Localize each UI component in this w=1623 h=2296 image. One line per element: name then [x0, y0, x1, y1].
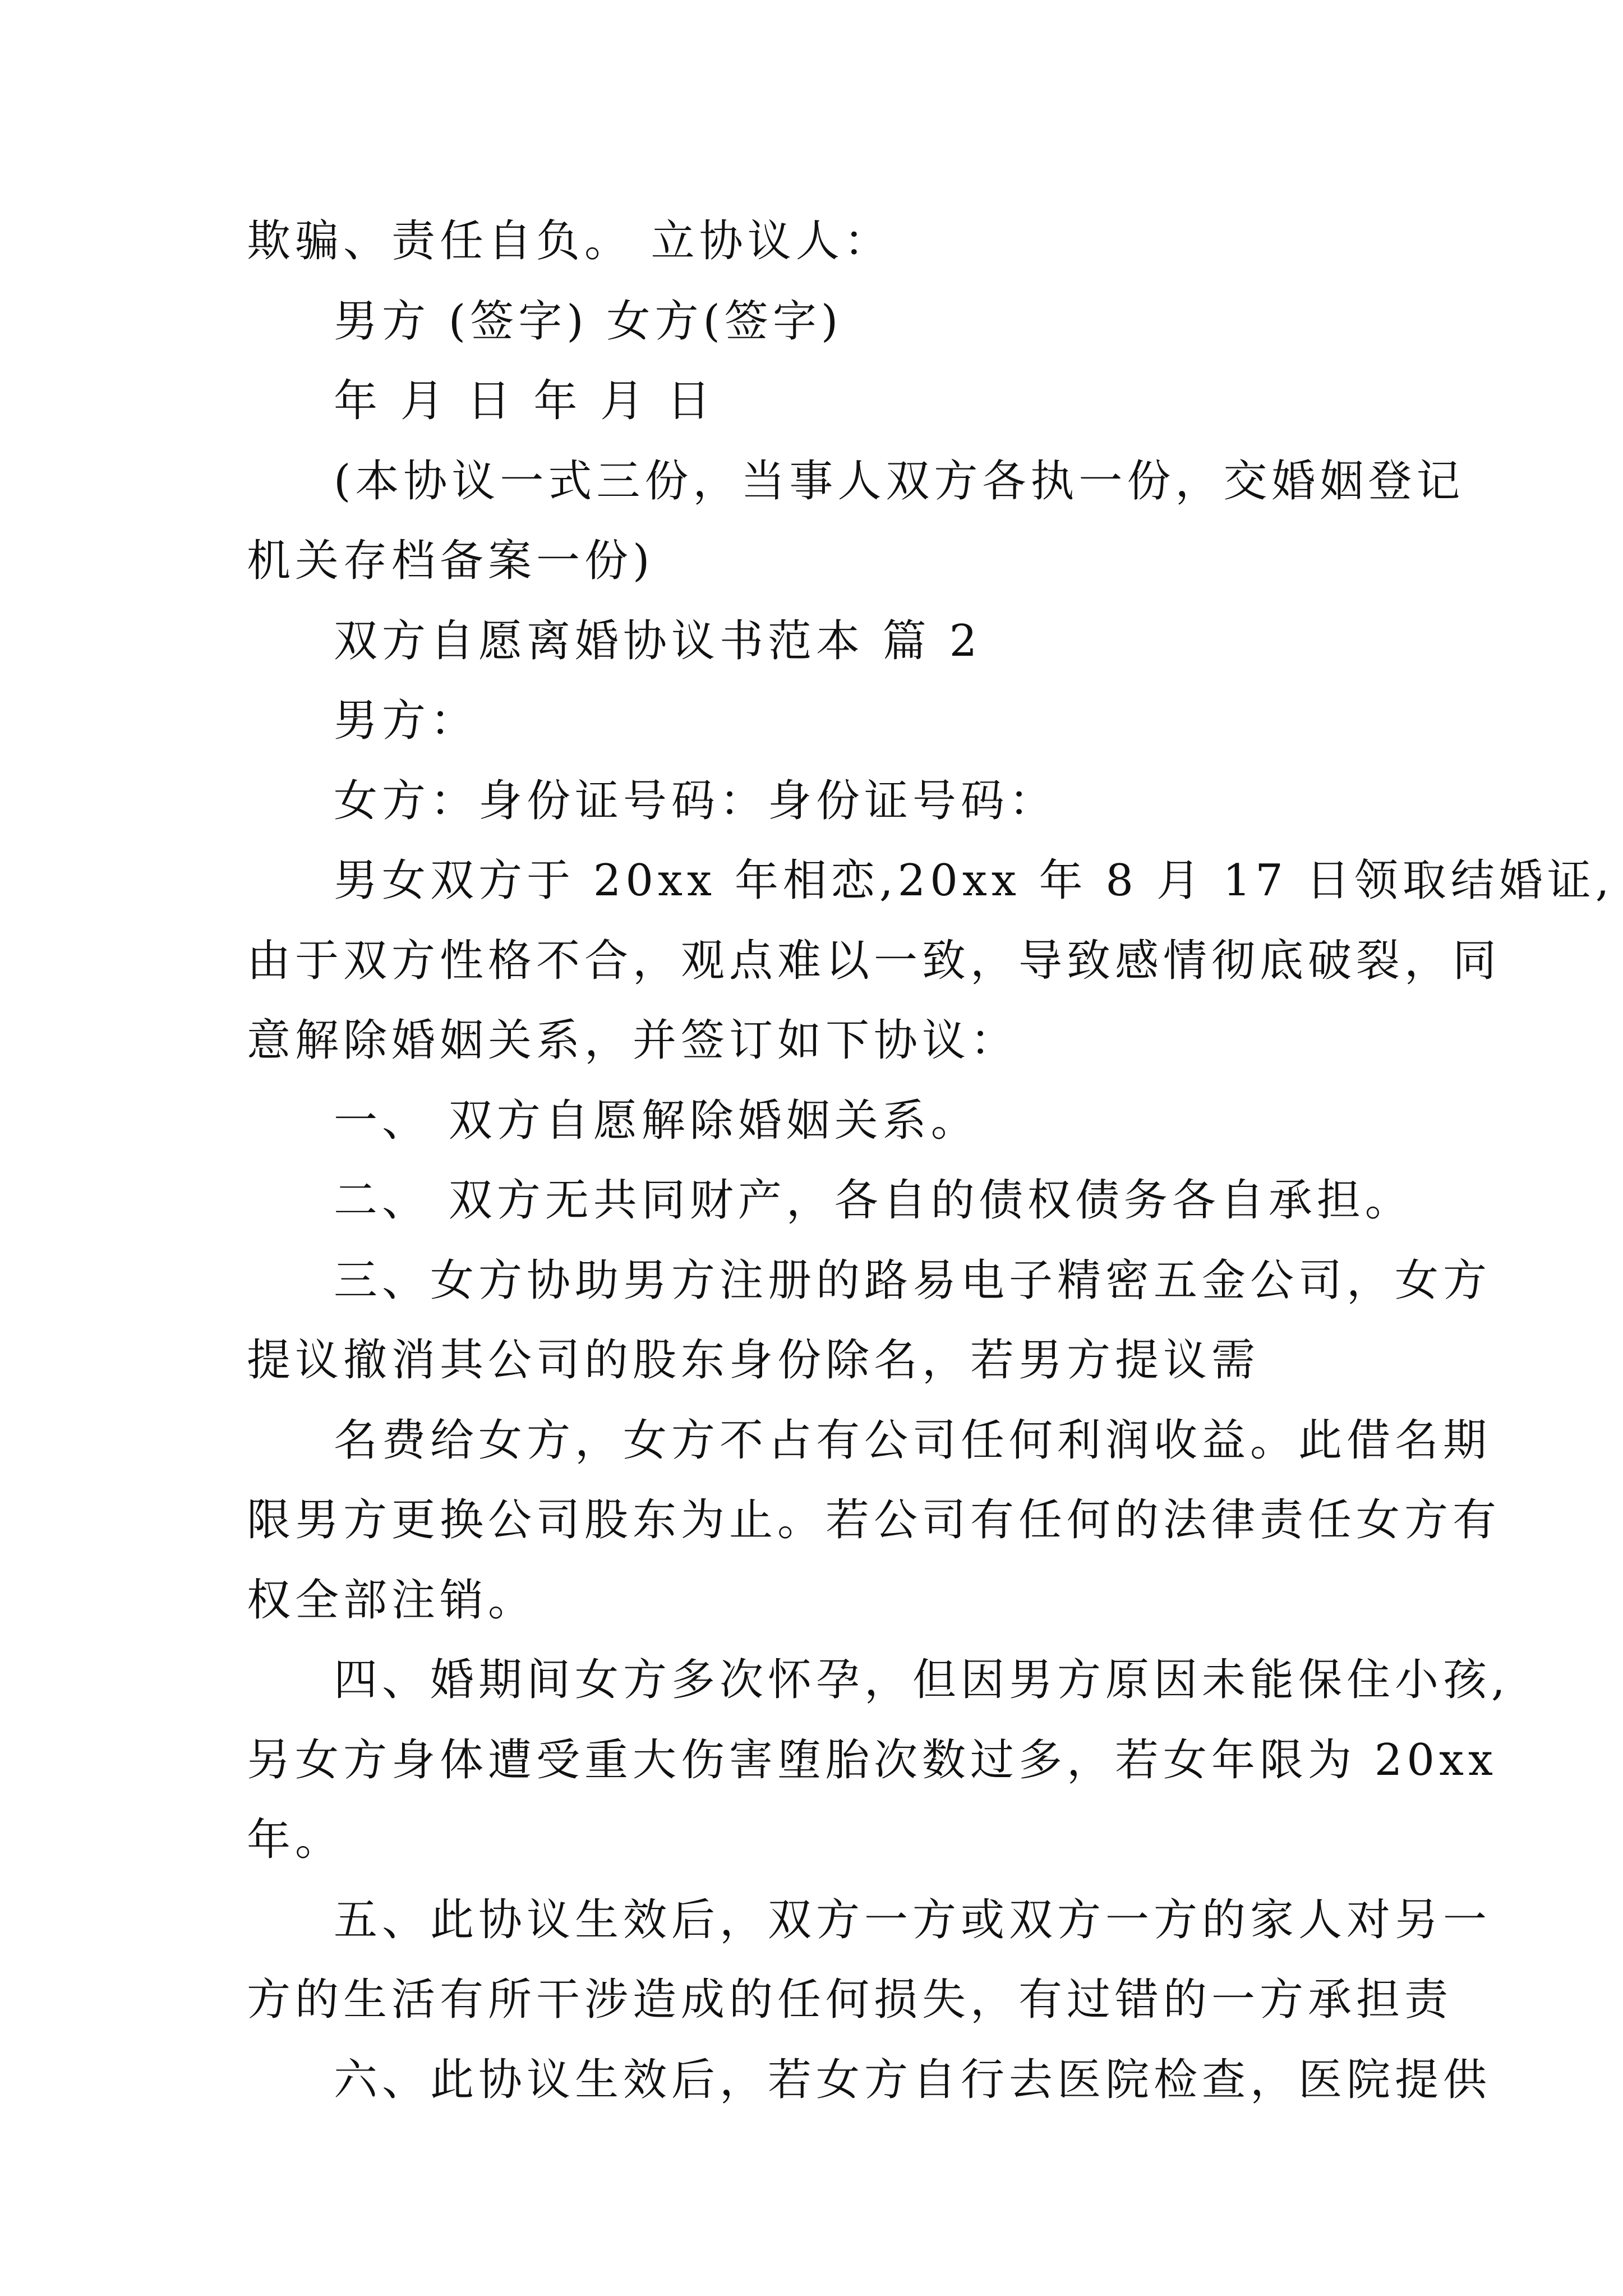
text-line: 意解除婚姻关系，并签订如下协议： — [247, 1015, 1019, 1066]
text-line: 欺骗、责任自负。 立协议人： — [247, 216, 892, 266]
text-line: 年。 — [247, 1815, 344, 1865]
text-line: 名费给女方，女方不占有公司任何利润收益。此借名期 — [334, 1415, 1492, 1466]
text-line: 方的生活有所干涉造成的任何损失，有过错的一方承担责 — [247, 1975, 1453, 2025]
text-line: 权全部注销。 — [247, 1575, 537, 1626]
text-line: 双方自愿离婚协议书范本 篇 2 — [334, 616, 982, 666]
text-line: 一、 双方自愿解除婚姻关系。 — [334, 1096, 979, 1146]
text-line: 六、此协议生效后，若女方自行去医院检查，医院提供 — [334, 2055, 1492, 2105]
text-line: (本协议一式三份，当事人双方各执一份，交婚姻登记 — [334, 456, 1465, 507]
text-line: 二、 双方无共同财产，各自的债权债务各自承担。 — [334, 1175, 1413, 1226]
text-line: 限男方更换公司股东为止。若公司有任何的法律责任女方有 — [247, 1495, 1501, 1545]
text-line: 由于双方性格不合，观点难以一致，导致感情彻底破裂，同 — [247, 936, 1501, 986]
text-line: 女方：身份证号码：身份证号码： — [334, 776, 1058, 826]
text-line: 机关存档备案一份) — [247, 536, 654, 586]
text-line: 四、婚期间女方多次怀孕，但因男方原因未能保住小孩, — [334, 1655, 1510, 1705]
text-line: 另女方身体遭受重大伤害堕胎次数过多，若女年限为 20xx — [247, 1735, 1498, 1786]
text-line: 年 月 日 年 月 日 — [334, 376, 715, 426]
text-line: 男方 (签字) 女方(签字) — [334, 296, 843, 347]
text-line: 五、此协议生效后，双方一方或双方一方的家人对另一 — [334, 1895, 1492, 1945]
text-line: 提议撤消其公司的股东身份除名，若男方提议需 — [247, 1335, 1260, 1386]
text-line: 三、女方协助男方注册的路易电子精密五金公司，女方 — [334, 1255, 1492, 1306]
text-line: 男女双方于 20xx 年相恋,20xx 年 8 月 17 日领取结婚证, — [334, 855, 1614, 906]
text-line: 男方： — [334, 696, 479, 746]
